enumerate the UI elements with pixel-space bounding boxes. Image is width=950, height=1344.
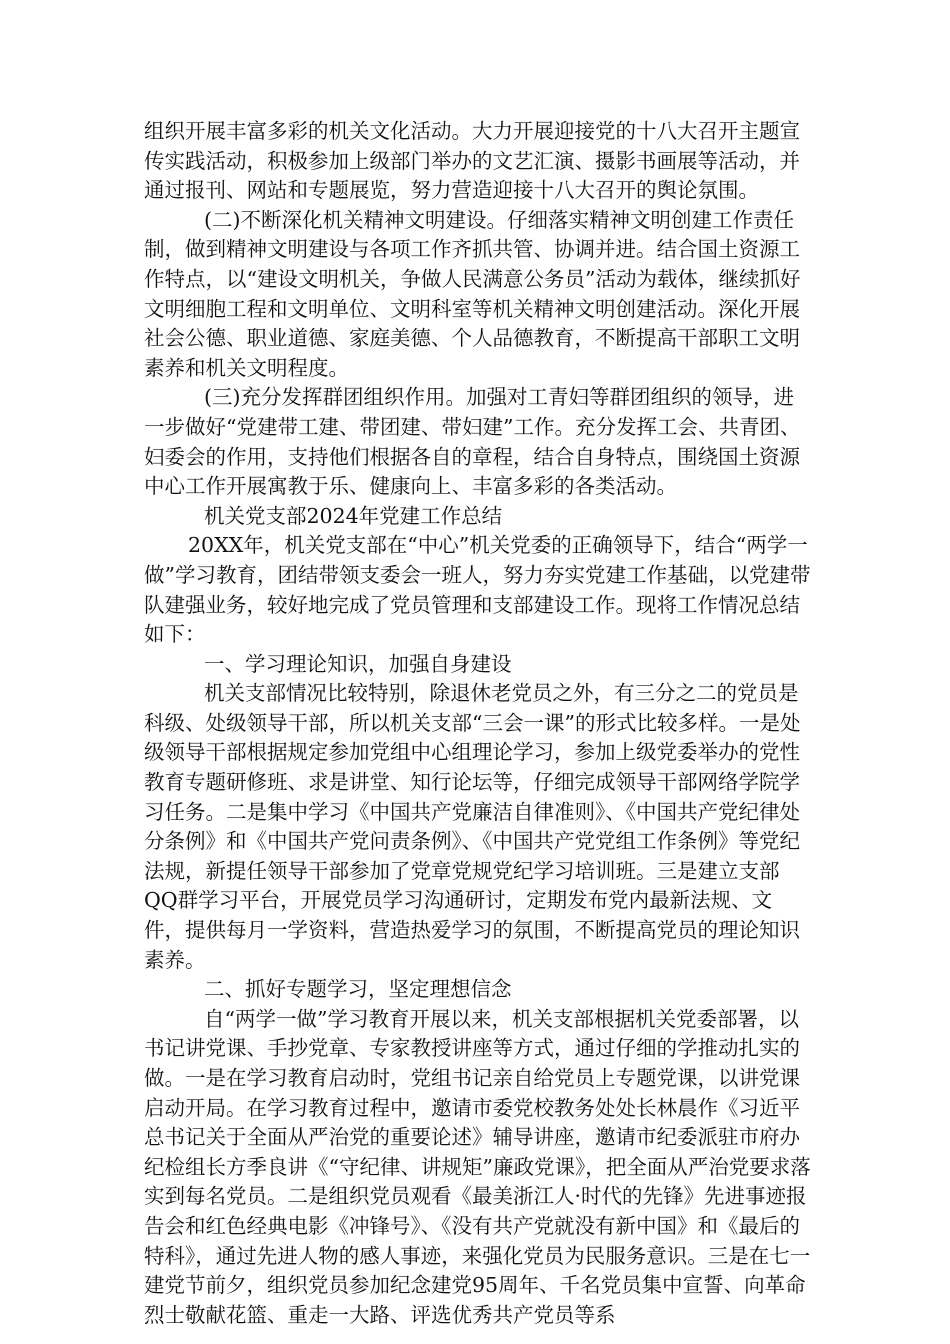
paragraph-spiritual-civilization: (二)不断深化机关精神文明建设。仔细落实精神文明创建工作责任制，做到精神文明建设与各项工作齐抓共管、协调并进。结合国土资源工作特点，以“建设文明机关，争做人民满意公务员”活动为载体，继续抓好文明细胞工程和文明单位、文明科室等机关精神文明创建活动。深化开展社会公德、职业道德、家庭美德、个人品德教育，不断提高干部职工文明素养和机关文明程度。 [144,207,801,380]
paragraph-mass-organizations: (三)充分发挥群团组织作用。加强对工青妇等群团组织的领导，进一步做好“党建带工建、带团建、带妇建”工作。充分发挥工会、共青团、妇委会的作用，支持他们根据各自的章程，结合自身特点，围绕国土资源中心工作开展寓教于乐、健康向上、丰富多彩的各类活动。 [144,385,801,499]
paragraph-culture-activities: 组织开展丰富多彩的机关文化活动。大力开展迎接党的十八大召开主题宣传实践活动，积极参加上级部门举办的文艺汇演、摄影书画展等活动，并通过报刊、网站和专题展览，努力营造迎接十八大召开的舆论氛围。 [144,119,800,203]
document-body [144,117,812,1330]
paragraph-theory-study: 机关支部情况比较特别，除退休老党员之外，有三分之二的党员是科级、处级领导干部，所以机关支部“三会一课”的形式比较多样。一是处级领导干部根据规定参加党组中心组理论学习，参加上级党委举办的党性教育专题研修班、求是讲堂、知行论坛等，仔细完成领导干部网络学院学习任务。二是集中学习《中国共产党廉洁自律准则》、《中国共产党纪律处分条例》和《中国共产党问责条例》、《中国共产党党组工作条例》等党纪法规，新提任领导干部参加了党章党规党纪学习培训班。三是建立支部QQ群学习平台，开展党员学习沟通研讨，定期发布党内最新法规、文件，提供每月一学资料，营造热爱学习的氛围，不断提高党员的理论知识素养。 [144,681,801,972]
section-heading-theory-study: 一、学习理论知识，加强自身建设 [204,651,512,676]
section-heading-special-study: 二、抓好专题学习，坚定理想信念 [204,977,512,1002]
paragraph-introduction: 20XX年，机关党支部在“中心”机关党委的正确领导下，结合“两学一做”学习教育，团结带领支委会一班人，努力夯实党建工作基础，以党建带队建强业务，较好地完成了党员管理和支部建设工作。现将工作情况总结如下： [144,533,811,647]
paragraph-special-study: 自“两学一做”学习教育开展以来，机关支部根据机关党委部署，以书记讲党课、手抄党章、专家教授讲座等方式，通过仔细的学推动扎实的做。一是在学习教育启动时，党组书记亲自给党员上专题党课，以讲党课启动开局。在学习教育过程中，邀请市委党校教务处处长林晨作《习近平总书记关于全面从严治党的重要论述》辅导讲座，邀请市纪委派驻市府办纪检组长方季良讲《“守纪律、讲规矩”廉政党课》，把全面从严治党要求落实到每名党员。二是组织党员观看《最美浙江人·时代的先锋》先进事迹报告会和红色经典电影《冲锋号》、《没有共产党就没有新中国》和《最后的特科》，通过先进人物的感人事迹，来强化党员为民服务意识。三是在七一建党节前夕，组织党员参加纪念建党95周年、千名党员集中宣誓、向革命烈士敬献花篮、重走一大路、评选优秀共产党员等系 [144,1006,811,1327]
document-title: 机关党支部2024年党建工作总结 [204,503,503,528]
